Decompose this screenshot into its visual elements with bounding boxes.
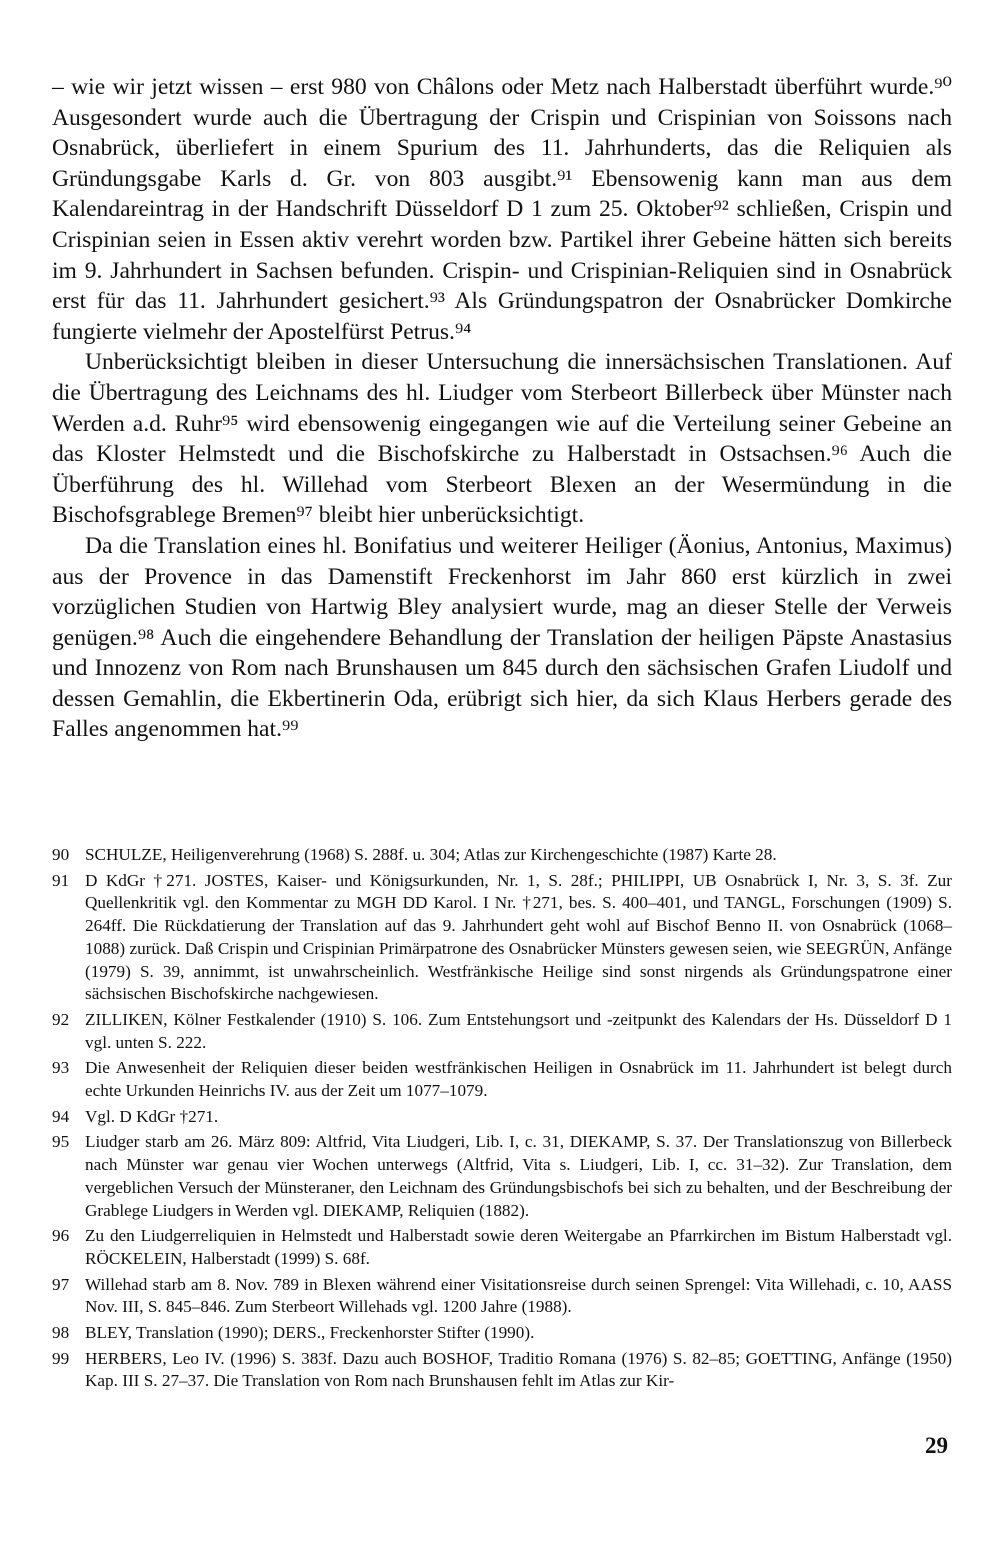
footnote-text: Die Anwesenheit der Reliquien dieser beiden westfränkischen Heiligen in Osnabrück im 11. Jahrhundert ist belegt durch echte Urkunden Heinrichs IV. aus der Zeit um 1077–1079. [85, 1058, 952, 1101]
footnote-text: Liudger starb am 26. März 809: Altfrid, Vita Liudgeri, Lib. I, c. 31, DIEKAMP, S. 37. Der Translationszug von Billerbeck nach Münster war genau vier Wochen unterwegs (Altfrid, Vita s. Liudgeri, Lib. I, cc. 31–32). Zur Translation, dem vergeblichen Versuch der Münsteraner, den Leichnam des Gründungsbischofs bei sich zu behalten, und der Beschreibung der Grablege Liudgers in Werden vgl. DIEKAMP, Reliquien (1882). [85, 1132, 952, 1220]
footnote-text: BLEY, Translation (1990); DERS., Freckenhorster Stifter (1990). [85, 1323, 535, 1343]
footnote [52, 1348, 952, 1393]
footnote-text: HERBERS, Leo IV. (1996) S. 383f. Dazu auch BOSHOF, Traditio Romana (1976) S. 82–85; GOETTING, Anfänge (1950) Kap. III S. 27–37. Die Translation von Rom nach Brunshausen fehlt im Atlas zur Kir- [85, 1348, 952, 1391]
paragraph: Da die Translation eines hl. Bonifatius und weiterer Heiliger (Äonius, Antonius, Maximus) aus der Provence in das Damenstift Freckenhorst im Jahr 860 erst kürzlich in zwei vorzüglichen Studien von Hartwig Bley analysiert wurde, mag an dieser Stelle der Verweis genügen.⁹⁸ Auch die eingehendere Behandlung der Translation der heiligen Päpste Anastasius und Innozenz von Rom nach Brunshausen um 845 durch den sächsischen Grafen Liudolf und dessen Gemahlin, die Ekbertinerin Oda, erübrigt sich hier, da sich Klaus Herbers gerade des Falles angenommen hat.⁹⁹ [52, 532, 952, 743]
footnote-number: 98 [52, 1323, 70, 1343]
body-text [52, 72, 952, 745]
footnote [52, 870, 952, 1006]
footnote-number: 91 [52, 870, 70, 890]
paragraph: – wie wir jetzt wissen – erst 980 von Châlons oder Metz nach Halberstadt überführt wurde.⁹⁰ Ausgesondert wurde auch die Übertragung der Crispin und Crispinian von Soissons nach Osnabrück, überliefert in einem Spurium des 11. Jahrhunderts, das die Reliquien als Gründungsgabe Karls d. Gr. von 803 ausgibt.⁹¹ Ebensowenig kann man aus dem Kalendareintrag in der Handschrift Düsseldorf D 1 zum 25. Oktober⁹² schließen, Crispin und Crispinian seien in Essen aktiv verehrt worden bzw. Partikel ihrer Gebeine hätten sich bereits im 9. Jahrhundert in Sachsen befunden. Crispin- und Crispinian-Reliquien sind in Osnabrück erst für das 11. Jahrhundert gesichert.⁹³ Als Gründungspatron der Osnabrücker Domkirche fungierte vielmehr der Apostelfürst Petrus.⁹⁴ [52, 74, 952, 345]
footnote-number: 93 [52, 1058, 70, 1078]
page-number: 29 [925, 1433, 948, 1458]
footnote-number: 95 [52, 1132, 70, 1152]
footnote [52, 844, 952, 867]
footnote-number: 94 [52, 1106, 70, 1126]
footnote-text: Willehad starb am 8. Nov. 789 in Blexen während einer Visitationsreise durch seinen Sprengel: Vita Willehadi, c. 10, AASS Nov. III, S. 845–846. Zum Sterbeort Willehads vgl. 1200 Jahre (1988). [85, 1274, 952, 1317]
footnote [52, 1009, 952, 1054]
footnote-text: D KdGr †271. JOSTES, Kaiser- und Königsurkunden, Nr. 1, S. 28f.; PHILIPPI, UB Osnabrück I, Nr. 3, S. 3f. Zur Quellenkritik vgl. den Kommentar zu MGH DD Karol. I Nr. †271, bes. S. 400–401, und TANGL, Forschungen (1909) S. 264ff. Die Rückdatierung der Translation auf das 9. Jahrhundert geht wohl auf Bischof Benno II. von Osnabrück (1068–1088) zurück. Daß Crispin und Crispinian Primärpatrone des Osnabrücker Münsters gewesen seien, wie SEEGRÜN, Anfänge (1979) S. 39, annimmt, ist unwahrscheinlich. Westfränkische Heilige sind sonst nirgends als Gründungspatrone einer sächsischen Bischofskirche nachgewiesen. [85, 870, 952, 1004]
footnotes [52, 844, 952, 1396]
footnote-text: SCHULZE, Heiligenverehrung (1968) S. 288f. u. 304; Atlas zur Kirchengeschichte (1987) Karte 28. [85, 845, 777, 864]
footnote-number: 97 [52, 1274, 70, 1294]
footnote [52, 1225, 952, 1270]
footnote [52, 1322, 952, 1345]
footnote [52, 1057, 952, 1102]
footnote [52, 1131, 952, 1222]
footnote-text: Vgl. D KdGr †271. [85, 1106, 219, 1126]
footnote-number: 96 [52, 1226, 70, 1246]
footnote-number: 99 [52, 1348, 70, 1368]
main-text [52, 72, 952, 745]
footnote [52, 1106, 952, 1129]
footnote-text: Zu den Liudgerreliquien in Helmstedt und Halberstadt sowie deren Weitergabe an Pfarrkirchen im Bistum Halberstadt vgl. RÖCKELEIN, Halberstadt (1999) S. 68f. [85, 1226, 952, 1268]
footnote-text: ZILLIKEN, Kölner Festkalender (1910) S. 106. Zum Entstehungsort und -zeitpunkt des Kalendars der Hs. Düsseldorf D 1 vgl. unten S. 222. [85, 1009, 952, 1052]
footnote [52, 1274, 952, 1319]
paragraph: Unberücksichtigt bleiben in dieser Untersuchung die innersächsischen Translationen. Auf die Übertragung des Leichnams des hl. Liudger vom Sterbeort Billerbeck über Münster nach Werden a.d. Ruhr⁹⁵ wird ebensowenig eingegangen wie auf die Verteilung seiner Gebeine an das Kloster Helmstedt und die Bischofskirche zu Halberstadt in Ostsachsen.⁹⁶ Auch die Überführung des hl. Willehad vom Sterbeort Blexen an der Wesermündung in die Bischofsgrablege Bremen⁹⁷ bleibt hier unberücksichtigt. [52, 349, 952, 529]
footnote-number: 92 [52, 1009, 70, 1029]
footnote-number: 90 [52, 845, 70, 864]
